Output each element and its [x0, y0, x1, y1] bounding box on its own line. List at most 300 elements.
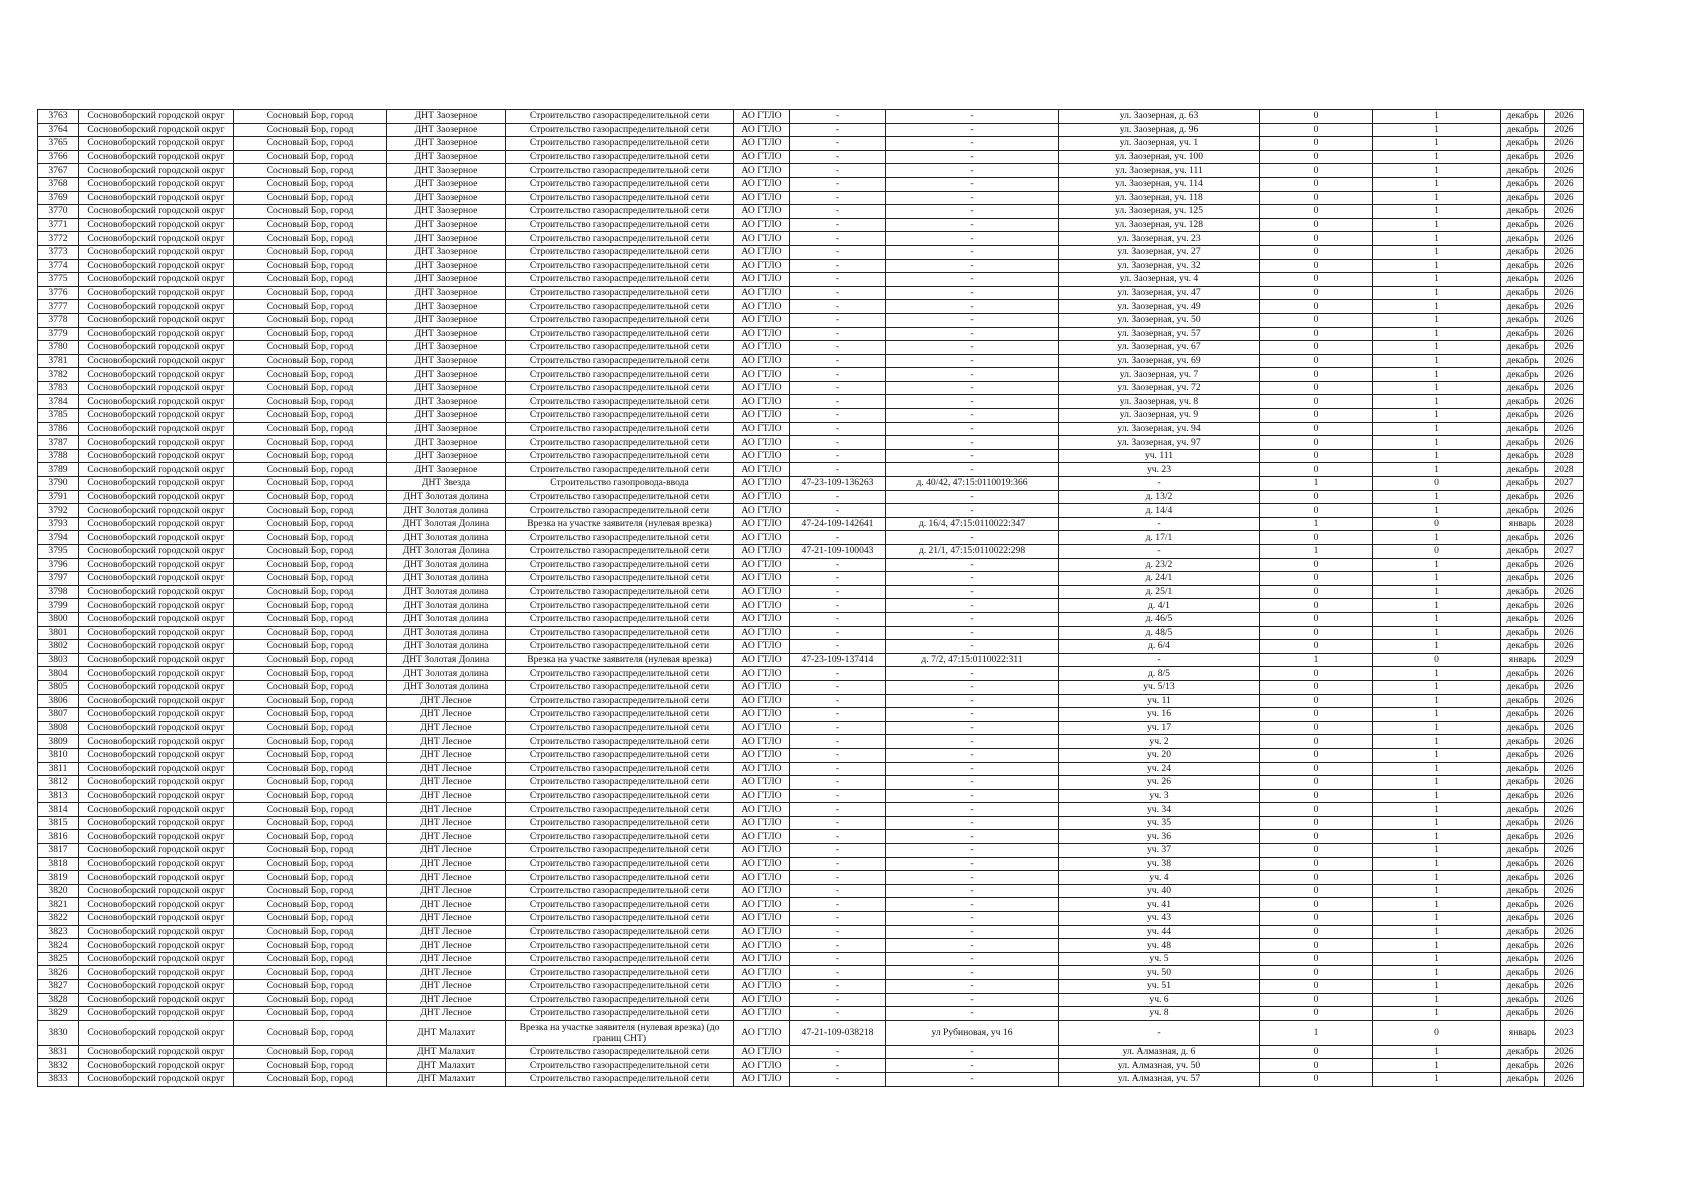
table-cell: - [790, 150, 886, 164]
table-cell: 3816 [38, 830, 79, 844]
table-cell: - [790, 816, 886, 830]
table-row [38, 952, 1584, 966]
table-cell: 0 [1260, 748, 1373, 762]
table-row [38, 354, 1584, 368]
table-cell: 0 [1260, 327, 1373, 341]
table-cell: Сосновый Бор, город [234, 1007, 387, 1021]
table-cell: Сосновый Бор, город [234, 286, 387, 300]
table-cell: 1 [1373, 558, 1501, 572]
table-cell: - [790, 463, 886, 477]
table-cell: 3827 [38, 980, 79, 994]
table-cell: - [1059, 545, 1260, 559]
table-cell: - [886, 585, 1059, 599]
table-cell: декабрь [1501, 612, 1545, 626]
table-cell: Сосновоборский городской округ [79, 381, 234, 395]
table-cell: АО ГТЛО [734, 653, 790, 667]
table-cell: Сосновоборский городской округ [79, 177, 234, 191]
table-row [38, 177, 1584, 191]
table-cell: Строительство газораспределительной сети [506, 1059, 734, 1073]
table-cell: декабрь [1501, 191, 1545, 205]
table-cell: - [886, 504, 1059, 518]
table-cell: Сосновый Бор, город [234, 218, 387, 232]
table-cell: декабрь [1501, 137, 1545, 151]
table-cell: АО ГТЛО [734, 680, 790, 694]
table-cell: 47-23-109-136263 [790, 477, 886, 491]
table-cell: - [790, 354, 886, 368]
table-row [38, 150, 1584, 164]
table-cell: Сосновый Бор, город [234, 300, 387, 314]
table-cell: уч. 2 [1059, 735, 1260, 749]
table-cell: - [790, 490, 886, 504]
table-cell: АО ГТЛО [734, 735, 790, 749]
table-cell: Сосновоборский городской округ [79, 477, 234, 491]
table-cell: 0 [1260, 205, 1373, 219]
table-cell: - [886, 1072, 1059, 1086]
table-cell: 0 [1260, 286, 1373, 300]
table-cell: 2026 [1545, 1059, 1584, 1073]
table-cell: декабрь [1501, 381, 1545, 395]
table-cell: 3809 [38, 735, 79, 749]
table-cell: 0 [1260, 680, 1373, 694]
table-cell: 2026 [1545, 341, 1584, 355]
table-cell: Сосновый Бор, город [234, 409, 387, 423]
table-cell: 1 [1373, 504, 1501, 518]
table-cell: декабрь [1501, 463, 1545, 477]
table-cell: 1 [1373, 952, 1501, 966]
table-cell: декабрь [1501, 123, 1545, 137]
table-cell: ул Рубиновая, уч 16 [886, 1020, 1059, 1045]
table-row [38, 898, 1584, 912]
table-cell: 3823 [38, 925, 79, 939]
table-cell: АО ГТЛО [734, 857, 790, 871]
table-cell: ул. Алмазная, уч. 57 [1059, 1072, 1260, 1086]
table-cell: 0 [1373, 545, 1501, 559]
table-cell: д. 21/1, 47:15:0110022:298 [886, 545, 1059, 559]
table-cell: Строительство газораспределительной сети [506, 422, 734, 436]
table-cell: АО ГТЛО [734, 925, 790, 939]
table-row [38, 680, 1584, 694]
table-cell: - [790, 884, 886, 898]
table-cell: декабрь [1501, 245, 1545, 259]
table-cell: 3768 [38, 177, 79, 191]
table-cell: ДНТ Заозерное [387, 341, 506, 355]
table-row [38, 327, 1584, 341]
table-cell: - [790, 286, 886, 300]
table-cell: Строительство газораспределительной сети [506, 327, 734, 341]
table-cell: - [790, 1007, 886, 1021]
table-cell: 0 [1260, 354, 1373, 368]
table-cell: д. 16/4, 47:15:0110022:347 [886, 517, 1059, 531]
table-cell: - [1059, 1020, 1260, 1045]
table-cell: АО ГТЛО [734, 980, 790, 994]
table-cell: 1 [1373, 245, 1501, 259]
table-cell: 2026 [1545, 966, 1584, 980]
table-cell: - [790, 273, 886, 287]
table-row [38, 789, 1584, 803]
table-cell: ул. Заозерная, уч. 94 [1059, 422, 1260, 436]
table-cell: Сосновый Бор, город [234, 545, 387, 559]
table-cell: АО ГТЛО [734, 395, 790, 409]
table-cell: январь [1501, 1020, 1545, 1045]
table-cell: Сосновый Бор, город [234, 517, 387, 531]
table-cell: 1 [1373, 205, 1501, 219]
table-cell: ДНТ Заозерное [387, 123, 506, 137]
table-cell: Сосновый Бор, город [234, 599, 387, 613]
table-cell: - [886, 286, 1059, 300]
table-cell: 2026 [1545, 694, 1584, 708]
table-cell: декабрь [1501, 952, 1545, 966]
table-cell: АО ГТЛО [734, 177, 790, 191]
table-cell: уч. 37 [1059, 844, 1260, 858]
table-row [38, 599, 1584, 613]
table-cell: Сосновый Бор, город [234, 1020, 387, 1045]
table-cell: - [886, 925, 1059, 939]
table-cell: 3771 [38, 218, 79, 232]
table-cell: Сосновый Бор, город [234, 150, 387, 164]
table-cell: - [886, 1059, 1059, 1073]
table-cell: Сосновоборский городской округ [79, 653, 234, 667]
table-cell: 2026 [1545, 762, 1584, 776]
table-cell: 0 [1260, 1072, 1373, 1086]
table-cell: 0 [1260, 245, 1373, 259]
table-cell: Сосновый Бор, город [234, 857, 387, 871]
table-cell: 1 [1373, 273, 1501, 287]
table-cell: Сосновоборский городской округ [79, 626, 234, 640]
table-cell: уч. 43 [1059, 912, 1260, 926]
table-cell: 1 [1373, 599, 1501, 613]
table-cell: Сосновоборский городской округ [79, 585, 234, 599]
table-cell: 2026 [1545, 205, 1584, 219]
table-cell: 1 [1373, 585, 1501, 599]
table-cell: ДНТ Лесное [387, 844, 506, 858]
table-cell: АО ГТЛО [734, 300, 790, 314]
table-cell: 0 [1260, 381, 1373, 395]
table-cell: 2026 [1545, 150, 1584, 164]
table-cell: ДНТ Золотая долина [387, 640, 506, 654]
table-cell: 2026 [1545, 572, 1584, 586]
table-cell: Строительство газораспределительной сети [506, 218, 734, 232]
table-cell: декабрь [1501, 313, 1545, 327]
table-cell: Сосновый Бор, город [234, 381, 387, 395]
table-cell: 0 [1373, 653, 1501, 667]
table-cell: 3830 [38, 1020, 79, 1045]
table-cell: Врезка на участке заявителя (нулевая врезка) [506, 653, 734, 667]
table-cell: 1 [1260, 545, 1373, 559]
table-cell: - [790, 191, 886, 205]
table-cell: Сосновый Бор, город [234, 572, 387, 586]
table-cell: АО ГТЛО [734, 449, 790, 463]
table-cell: декабрь [1501, 708, 1545, 722]
table-cell: 2026 [1545, 313, 1584, 327]
table-cell: Строительство газораспределительной сети [506, 884, 734, 898]
table-cell: декабрь [1501, 871, 1545, 885]
table-row [38, 395, 1584, 409]
table-cell: Сосновый Бор, город [234, 1072, 387, 1086]
table-cell: Сосновоборский городской округ [79, 368, 234, 382]
table-cell: 1 [1373, 939, 1501, 953]
table-cell: ДНТ Золотая долина [387, 599, 506, 613]
table-cell: - [790, 259, 886, 273]
table-cell: - [790, 422, 886, 436]
table-cell: ДНТ Золотая долина [387, 626, 506, 640]
table-cell: 0 [1260, 1059, 1373, 1073]
table-cell: 0 [1260, 1007, 1373, 1021]
table-cell: АО ГТЛО [734, 1007, 790, 1021]
table-cell: - [790, 694, 886, 708]
table-cell: Сосновоборский городской округ [79, 137, 234, 151]
table-cell: 1 [1373, 980, 1501, 994]
table-cell: - [886, 205, 1059, 219]
table-cell: - [790, 803, 886, 817]
table-cell: 3802 [38, 640, 79, 654]
table-cell: 3783 [38, 381, 79, 395]
table-cell: декабрь [1501, 803, 1545, 817]
table-cell: 3775 [38, 273, 79, 287]
table-row [38, 762, 1584, 776]
table-cell: ДНТ Лесное [387, 694, 506, 708]
table-cell: декабрь [1501, 110, 1545, 124]
table-cell: 3777 [38, 300, 79, 314]
table-row [38, 245, 1584, 259]
table-cell: - [790, 368, 886, 382]
table-cell: Сосновоборский городской округ [79, 830, 234, 844]
table-cell: 0 [1260, 694, 1373, 708]
table-cell: декабрь [1501, 721, 1545, 735]
table-cell: - [790, 531, 886, 545]
table-cell: 2028 [1545, 463, 1584, 477]
table-cell: - [886, 245, 1059, 259]
table-cell: 1 [1373, 640, 1501, 654]
table-cell: 1 [1373, 912, 1501, 926]
table-cell: декабрь [1501, 680, 1545, 694]
table-cell: декабрь [1501, 341, 1545, 355]
table-cell: Сосновый Бор, город [234, 1059, 387, 1073]
table-cell: декабрь [1501, 844, 1545, 858]
table-cell: Сосновый Бор, город [234, 776, 387, 790]
table-cell: 2026 [1545, 327, 1584, 341]
table-cell: 3795 [38, 545, 79, 559]
table-cell: ДНТ Малахит [387, 1045, 506, 1059]
table-cell: 1 [1373, 735, 1501, 749]
table-cell: 2026 [1545, 381, 1584, 395]
table-cell: 2026 [1545, 354, 1584, 368]
table-cell: ДНТ Лесное [387, 925, 506, 939]
table-cell: - [886, 857, 1059, 871]
table-cell: Сосновоборский городской округ [79, 884, 234, 898]
table-cell: - [886, 762, 1059, 776]
table-cell: Сосновоборский городской округ [79, 504, 234, 518]
table-cell: ДНТ Лесное [387, 708, 506, 722]
table-cell: Сосновый Бор, город [234, 667, 387, 681]
table-cell: АО ГТЛО [734, 1059, 790, 1073]
table-cell: уч. 23 [1059, 463, 1260, 477]
table-cell: Строительство газораспределительной сети [506, 164, 734, 178]
table-cell: 3831 [38, 1045, 79, 1059]
table-cell: Сосновоборский городской округ [79, 449, 234, 463]
table-cell: 2026 [1545, 232, 1584, 246]
table-cell: 3776 [38, 286, 79, 300]
table-cell: 2026 [1545, 776, 1584, 790]
table-row [38, 504, 1584, 518]
table-cell: декабрь [1501, 273, 1545, 287]
table-cell: АО ГТЛО [734, 912, 790, 926]
table-cell: Сосновый Бор, город [234, 259, 387, 273]
table-cell: - [886, 735, 1059, 749]
table-cell: - [886, 572, 1059, 586]
table-cell: уч. 3 [1059, 789, 1260, 803]
table-cell: Сосновоборский городской округ [79, 490, 234, 504]
table-cell: - [790, 993, 886, 1007]
table-cell: - [886, 150, 1059, 164]
table-cell: Сосновый Бор, город [234, 816, 387, 830]
table-cell: 2026 [1545, 585, 1584, 599]
table-row [38, 939, 1584, 953]
table-cell: 0 [1260, 218, 1373, 232]
table-cell: 2026 [1545, 1007, 1584, 1021]
table-cell: - [886, 776, 1059, 790]
table-cell: 2026 [1545, 599, 1584, 613]
table-cell: - [886, 273, 1059, 287]
table-cell: АО ГТЛО [734, 884, 790, 898]
table-cell: 3790 [38, 477, 79, 491]
table-cell: декабрь [1501, 504, 1545, 518]
table-cell: уч. 4 [1059, 871, 1260, 885]
table-cell: - [790, 395, 886, 409]
table-cell: ДНТ Заозерное [387, 381, 506, 395]
table-cell: декабрь [1501, 218, 1545, 232]
table-cell: Строительство газораспределительной сети [506, 205, 734, 219]
table-cell: АО ГТЛО [734, 626, 790, 640]
table-cell: декабрь [1501, 776, 1545, 790]
table-cell: 0 [1260, 912, 1373, 926]
table-cell: ул. Заозерная, уч. 118 [1059, 191, 1260, 205]
table-row [38, 409, 1584, 423]
table-row [38, 857, 1584, 871]
table-cell: АО ГТЛО [734, 490, 790, 504]
table-cell: 1 [1373, 1045, 1501, 1059]
table-cell: д. 17/1 [1059, 531, 1260, 545]
table-cell: 3786 [38, 422, 79, 436]
table-cell: Сосновый Бор, город [234, 694, 387, 708]
table-cell: 1 [1373, 1007, 1501, 1021]
table-row [38, 490, 1584, 504]
table-cell: Строительство газораспределительной сети [506, 150, 734, 164]
table-cell: Строительство газораспределительной сети [506, 762, 734, 776]
table-cell: 1 [1373, 123, 1501, 137]
table-cell: Строительство газораспределительной сети [506, 381, 734, 395]
table-cell: - [886, 748, 1059, 762]
table-cell: ДНТ Лесное [387, 884, 506, 898]
table-cell: ДНТ Золотая долина [387, 585, 506, 599]
table-cell: 1 [1373, 354, 1501, 368]
table-cell: ДНТ Лесное [387, 803, 506, 817]
table-cell: декабрь [1501, 259, 1545, 273]
table-cell: д. 24/1 [1059, 572, 1260, 586]
table-cell: 3819 [38, 871, 79, 885]
table-cell: 1 [1373, 313, 1501, 327]
table-cell: Сосновоборский городской округ [79, 327, 234, 341]
table-cell: ДНТ Заозерное [387, 409, 506, 423]
table-cell: 2026 [1545, 1072, 1584, 1086]
table-cell: - [790, 599, 886, 613]
table-cell: ДНТ Золотая долина [387, 504, 506, 518]
table-cell: декабрь [1501, 939, 1545, 953]
table-cell: - [886, 327, 1059, 341]
table-cell: ДНТ Заозерное [387, 164, 506, 178]
table-cell: Строительство газораспределительной сети [506, 313, 734, 327]
table-cell: ДНТ Золотая Долина [387, 517, 506, 531]
table-cell: - [886, 912, 1059, 926]
table-cell: АО ГТЛО [734, 436, 790, 450]
table-cell: декабрь [1501, 177, 1545, 191]
table-cell: 2026 [1545, 952, 1584, 966]
table-cell: - [886, 789, 1059, 803]
table-cell: - [790, 952, 886, 966]
table-cell: Сосновый Бор, город [234, 1045, 387, 1059]
table-cell: Сосновый Бор, город [234, 871, 387, 885]
table-cell: - [886, 952, 1059, 966]
table-cell: 3826 [38, 966, 79, 980]
table-cell: ДНТ Золотая долина [387, 531, 506, 545]
table-cell: 3780 [38, 341, 79, 355]
table-cell: ул. Заозерная, уч. 50 [1059, 313, 1260, 327]
table-cell: Сосновоборский городской округ [79, 232, 234, 246]
table-cell: Сосновоборский городской округ [79, 871, 234, 885]
table-cell: - [790, 164, 886, 178]
table-cell: 2026 [1545, 436, 1584, 450]
table-cell: 3781 [38, 354, 79, 368]
table-row [38, 449, 1584, 463]
table-cell: уч. 41 [1059, 898, 1260, 912]
table-cell: декабрь [1501, 531, 1545, 545]
table-cell: Сосновый Бор, город [234, 939, 387, 953]
table-cell: АО ГТЛО [734, 694, 790, 708]
table-cell: 0 [1260, 667, 1373, 681]
table-cell: 3801 [38, 626, 79, 640]
table-cell: 0 [1260, 341, 1373, 355]
table-cell: ДНТ Заозерное [387, 245, 506, 259]
table-cell: 0 [1260, 1045, 1373, 1059]
table-cell: АО ГТЛО [734, 898, 790, 912]
table-cell: д. 25/1 [1059, 585, 1260, 599]
table-cell: Сосновый Бор, город [234, 490, 387, 504]
table-row [38, 341, 1584, 355]
table-cell: 2026 [1545, 721, 1584, 735]
table-cell: уч. 50 [1059, 966, 1260, 980]
table-cell: - [790, 245, 886, 259]
table-cell: ДНТ Малахит [387, 1020, 506, 1045]
table-cell: - [790, 137, 886, 151]
table-cell: Сосновый Бор, город [234, 232, 387, 246]
table-row [38, 980, 1584, 994]
table-cell: 3766 [38, 150, 79, 164]
table-cell: ДНТ Лесное [387, 830, 506, 844]
table-cell: 2026 [1545, 939, 1584, 953]
table-row [38, 721, 1584, 735]
table-row [38, 545, 1584, 559]
table-cell: Строительство газораспределительной сети [506, 1072, 734, 1086]
table-cell: 0 [1260, 164, 1373, 178]
table-cell: Сосновоборский городской округ [79, 191, 234, 205]
table-cell: АО ГТЛО [734, 748, 790, 762]
table-cell: уч. 36 [1059, 830, 1260, 844]
table-cell: - [790, 680, 886, 694]
table-cell: Строительство газораспределительной сети [506, 273, 734, 287]
table-cell: АО ГТЛО [734, 708, 790, 722]
table-cell: Сосновоборский городской округ [79, 762, 234, 776]
table-cell: 3792 [38, 504, 79, 518]
table-cell: 0 [1260, 368, 1373, 382]
